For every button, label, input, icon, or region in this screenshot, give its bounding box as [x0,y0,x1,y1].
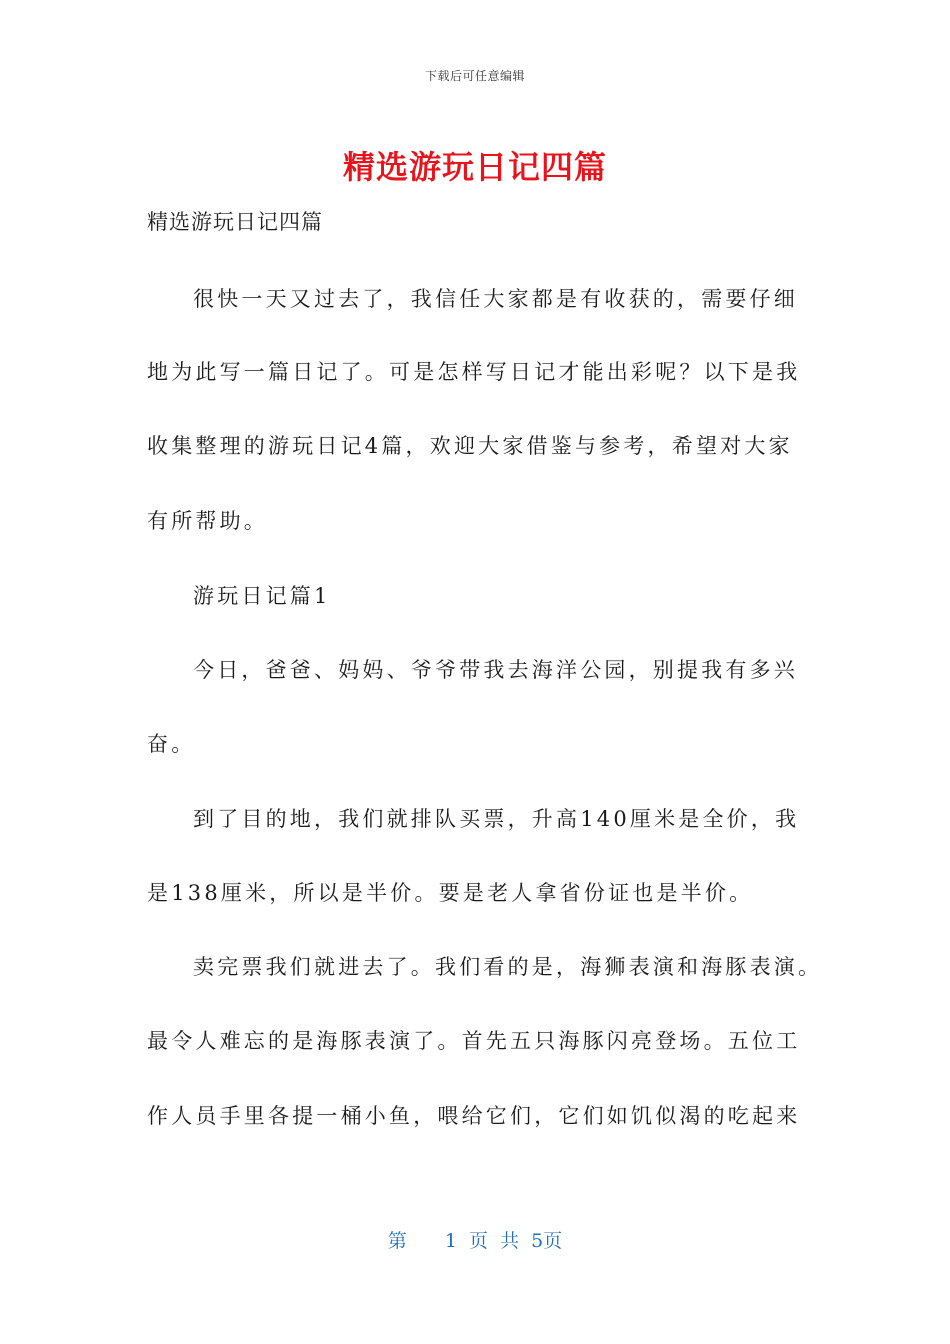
paragraph-line: 收集整理的游玩日记4篇，欢迎大家借鉴与参考，希望对大家 [147,434,793,458]
footer-prefix: 第 [387,1230,407,1252]
footer-total-pages: 5页 [531,1230,563,1252]
document-title: 精选游玩日记四篇 [342,148,607,186]
paragraph-line: 到了目的地，我们就排队买票，升高140厘米是全价，我 [193,807,800,831]
paragraph-line: 有所帮助。 [147,509,268,533]
paragraph-line: 地为此写一篇日记了。可是怎样写日记才能出彩呢？以下是我 [147,360,801,384]
paragraph-line: 作人员手里各提一桶小鱼，喂给它们，它们如饥似渴的吃起来 [147,1104,801,1128]
header-note: 下载后可任意编辑 [424,69,525,83]
section-heading: 游玩日记篇1 [193,584,331,608]
footer-middle: 页 共 [469,1230,520,1252]
footer-current-page: 1 [444,1230,457,1252]
paragraph-line: 很快一天又过去了，我信任大家都是有收获的，需要仔细 [193,287,798,311]
paragraph-line: 最令人难忘的是海豚表演了。首先五只海豚闪亮登场。五位工 [147,1029,801,1053]
page-footer [0,1226,950,1253]
document-subtitle: 精选游玩日记四篇 [147,210,323,234]
paragraph-line: 卖完票我们就进去了。我们看的是，海狮表演和海豚表演。 [193,955,823,979]
paragraph-line: 今日，爸爸、妈妈、爷爷带我去海洋公园，别提我有多兴 [193,658,798,682]
paragraph-line: 是138厘米，所以是半价。要是老人拿省份证也是半价。 [147,881,754,905]
paragraph-line: 奋。 [147,732,196,756]
